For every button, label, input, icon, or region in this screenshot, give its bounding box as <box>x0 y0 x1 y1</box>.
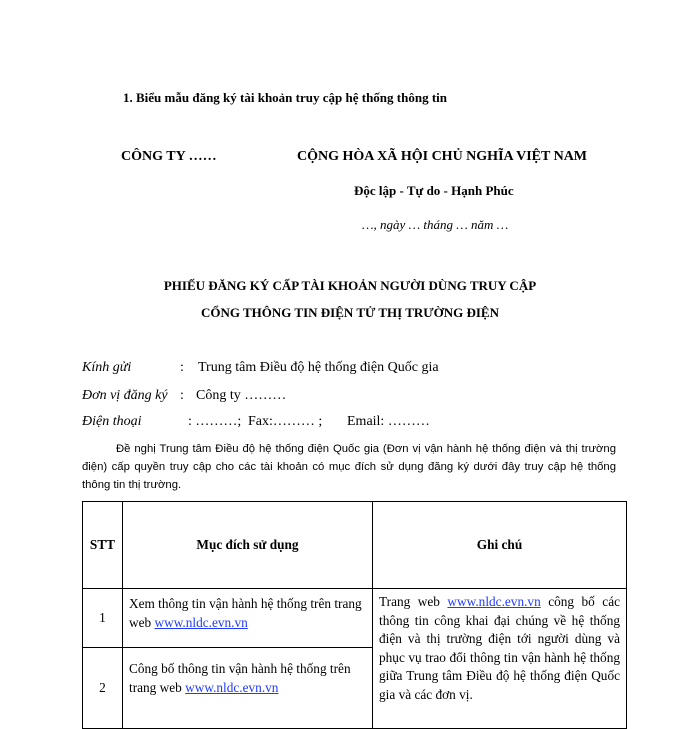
row-2-purpose <box>123 648 373 729</box>
unit-label: Đơn vị đăng ký <box>82 388 168 403</box>
national-motto: Độc lập - Tự do - Hạnh Phúc <box>354 183 514 198</box>
row-2-stt: 2 <box>83 648 123 729</box>
phone-value: : ………; <box>188 414 242 429</box>
header-stt: STT <box>83 502 123 589</box>
phone-label: Điện thoại <box>82 414 142 429</box>
note-link[interactable]: www.nldc.evn.vn <box>447 594 541 609</box>
form-title-line-2: CỔNG THÔNG TIN ĐIỆN TỬ THỊ TRƯỜNG ĐIỆN <box>201 305 499 320</box>
date-line: …, ngày … tháng … năm … <box>362 217 509 232</box>
header-purpose: Mục đích sử dụng <box>123 502 373 589</box>
to-colon: : <box>180 360 184 375</box>
section-heading: 1. Biểu mẫu đăng ký tài khoản truy cập hệ thống thông tin <box>123 90 447 105</box>
to-value: Trung tâm Điều độ hệ thống điện Quốc gia <box>198 360 439 375</box>
row-2-purpose-link[interactable]: www.nldc.evn.vn <box>185 679 279 695</box>
note-prefix: Trang web <box>379 594 440 609</box>
row-1-stt: 1 <box>83 589 123 648</box>
row-2-purpose-text: Công bố thông tin vận hành hệ thống trên trang web <box>129 661 351 695</box>
row-1-purpose <box>123 589 373 648</box>
unit-value: Công ty ……… <box>196 388 287 403</box>
header-note: Ghi chú <box>373 502 627 589</box>
row-1-purpose-text: Xem thông tin vận hành hệ thống trên trang web <box>129 596 362 630</box>
note-text: công bố các thông tin công khai đại chúng về hệ thống điện và thị trường điện tới người dùng và phục vụ trao đổi thông tin vận hành hệ thống giữa Trung tâm Điều độ hệ thống điện Quốc gia và các đơn vị. <box>379 594 621 702</box>
table-row <box>83 589 627 648</box>
registration-table <box>82 501 627 729</box>
email-field: Email: ……… <box>347 414 430 429</box>
to-label: Kính gửi <box>82 360 132 375</box>
table-header-row <box>83 502 627 589</box>
fax-field: Fax:……… ; <box>248 414 323 429</box>
note-cell <box>373 589 627 729</box>
row-1-purpose-link[interactable]: www.nldc.evn.vn <box>154 614 248 630</box>
company-name: CÔNG TY …… <box>121 149 217 164</box>
form-title-line-1: PHIẾU ĐĂNG KÝ CẤP TÀI KHOẢN NGƯỜI DÙNG TRUY CẬP <box>163 278 537 293</box>
national-title: CỘNG HÒA XÃ HỘI CHỦ NGHĨA VIỆT NAM <box>297 149 588 164</box>
request-paragraph: Đề nghị Trung tâm Điều độ hệ thống điện Quốc gia (Đơn vị vận hành hệ thống điện và thị trường điện) cấp quyền truy cập cho các tài khoản có mục đích sử dụng đăng ký dưới đây truy cập hệ thống thông tin thị trường. <box>82 443 616 491</box>
unit-colon: : <box>180 388 184 403</box>
